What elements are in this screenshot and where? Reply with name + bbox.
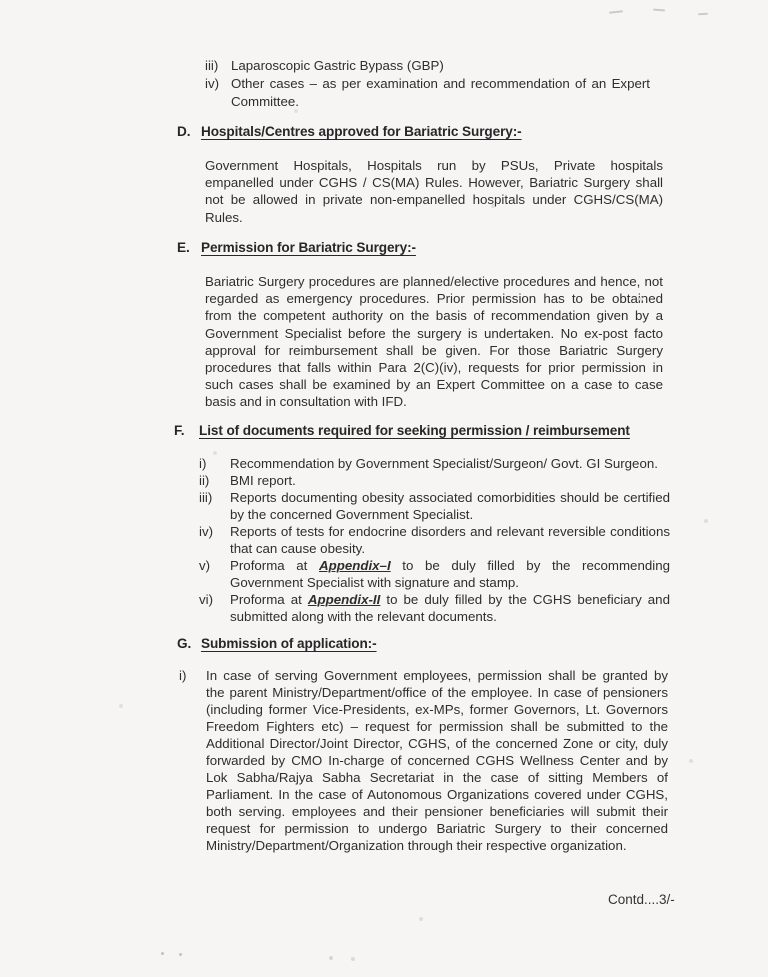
- list-item: [205, 75, 650, 111]
- section-heading-text: Hospitals/Centres approved for Bariatric Surgery:-: [201, 124, 522, 139]
- list-marker: ii): [199, 473, 210, 488]
- list-item-text: Reports documenting obesity associated comorbidities should be certified by the concerned Government Specialist.: [230, 490, 670, 522]
- proforma-text: to be duly filled by the CGHS beneficiary and: [380, 592, 670, 607]
- scan-speck: [698, 13, 708, 16]
- scan-speck: [161, 952, 164, 955]
- list-item-text: Laparoscopic Gastric Bypass (GBP): [231, 58, 444, 73]
- appendix-ii-ref: Appendix-II: [307, 592, 381, 607]
- list-marker: iv): [199, 524, 214, 539]
- section-letter: D.: [177, 124, 191, 139]
- section-f-heading: [174, 422, 630, 440]
- list-marker: iv): [205, 76, 220, 91]
- list-marker: iii): [199, 490, 213, 505]
- list-marker: i): [179, 668, 187, 683]
- section-letter: G.: [177, 636, 192, 651]
- section-e-paragraph: Bariatric Surgery procedures are planned/elective procedures and hence, not regarded as emergency procedures. Prior permission has to be obtained from the competent authority on the basis of recommendation given by a Government Specialist before the surgery is undertaken. No ex-post facto approval for reimbursement shall be given. For those Bariatric Surgery procedures that falls within Para 2(C)(iv), requests for prior permission in such cases shall be examined by an Expert Committee on a case to case basis and in consultation with IFD.: [205, 274, 663, 410]
- list-item: [205, 57, 650, 75]
- section-heading-text: List of documents required for seeking permission / reimbursement: [199, 423, 630, 438]
- proforma-text: Government Specialist with signature and stamp.: [230, 575, 519, 590]
- list-item-text: [230, 557, 670, 591]
- section-letter: E.: [177, 240, 190, 255]
- list-item-text: Reports of tests for endocrine disorders and relevant reversible conditions that can cause obesity.: [230, 524, 670, 556]
- appendix-i-ref: Appendix–I: [318, 558, 391, 573]
- list-item-text: Other cases – as per examination and recommendation of an Expert Committee.: [231, 76, 650, 109]
- scan-speck: [609, 10, 623, 13]
- list-item-text: In case of serving Government employees, permission shall be granted by the parent Ministry/Department/office of the employee. In case of pensioners (including former Vice-Presidents, ex-MPs, former Governors, Lt. Governors Freedom Fighters etc) – request for permission shall be submitted to the Additional Director/Joint Director, CGHS, of the concerned Zone or city, duly forwarded by CMO In-charge of concerned CGHS Wellness Center and by Lok Sabha/Rajya Sabha Secretariat in the case of sitting Members of Parliament. In the case of Autonomous Organizations covered under CGHS, both serving. employees and their pensioner beneficiaries will submit their request for permission to undergo Bariatric Surgery to their concerned Ministry/Department/Organization through their respective organization.: [206, 668, 668, 853]
- list-marker: iii): [205, 58, 219, 73]
- proforma-text: Proforma at: [230, 592, 308, 607]
- list-item: [199, 455, 670, 472]
- section-f-list: [199, 455, 670, 625]
- scan-speck: [653, 9, 665, 12]
- proforma-text: to be duly filled by the recommending: [390, 558, 670, 573]
- list-item-text: BMI report.: [230, 473, 296, 488]
- section-heading-text: Submission of application:-: [201, 636, 377, 651]
- section-letter: F.: [174, 423, 185, 438]
- section-g-list: [179, 667, 668, 854]
- list-item: [179, 667, 668, 854]
- list-item: [199, 557, 670, 591]
- list-item: [199, 489, 670, 523]
- list-item-text: Recommendation by Government Specialist/Surgeon/ Govt. GI Surgeon.: [230, 456, 658, 471]
- section-e-heading: [177, 239, 416, 257]
- section-g-heading: [177, 635, 377, 653]
- list-marker: v): [199, 558, 211, 573]
- list-item: [199, 523, 670, 557]
- section-d-paragraph: Government Hospitals, Hospitals run by PSUs, Private hospitals empanelled under CGHS / CS(MA) Rules. However, Bariatric Surgery shall not be allowed in private non-empanelled hospitals under CGHS/CS(MA) Rules.: [205, 158, 663, 225]
- continuation-note: Contd....3/-: [608, 892, 675, 907]
- section-heading-text: Permission for Bariatric Surgery:-: [201, 240, 416, 255]
- list-marker: vi): [199, 592, 214, 607]
- proforma-text: submitted along with the relevant documents.: [230, 609, 497, 624]
- intro-list: [205, 57, 650, 111]
- list-item-text: [230, 591, 670, 625]
- scan-noise: [0, 0, 2, 2]
- list-item: [199, 472, 670, 489]
- scan-speck: [179, 953, 182, 956]
- list-marker: i): [199, 456, 207, 471]
- list-item: [199, 591, 670, 625]
- proforma-text: Proforma at: [230, 558, 319, 573]
- section-d-heading: [177, 123, 522, 141]
